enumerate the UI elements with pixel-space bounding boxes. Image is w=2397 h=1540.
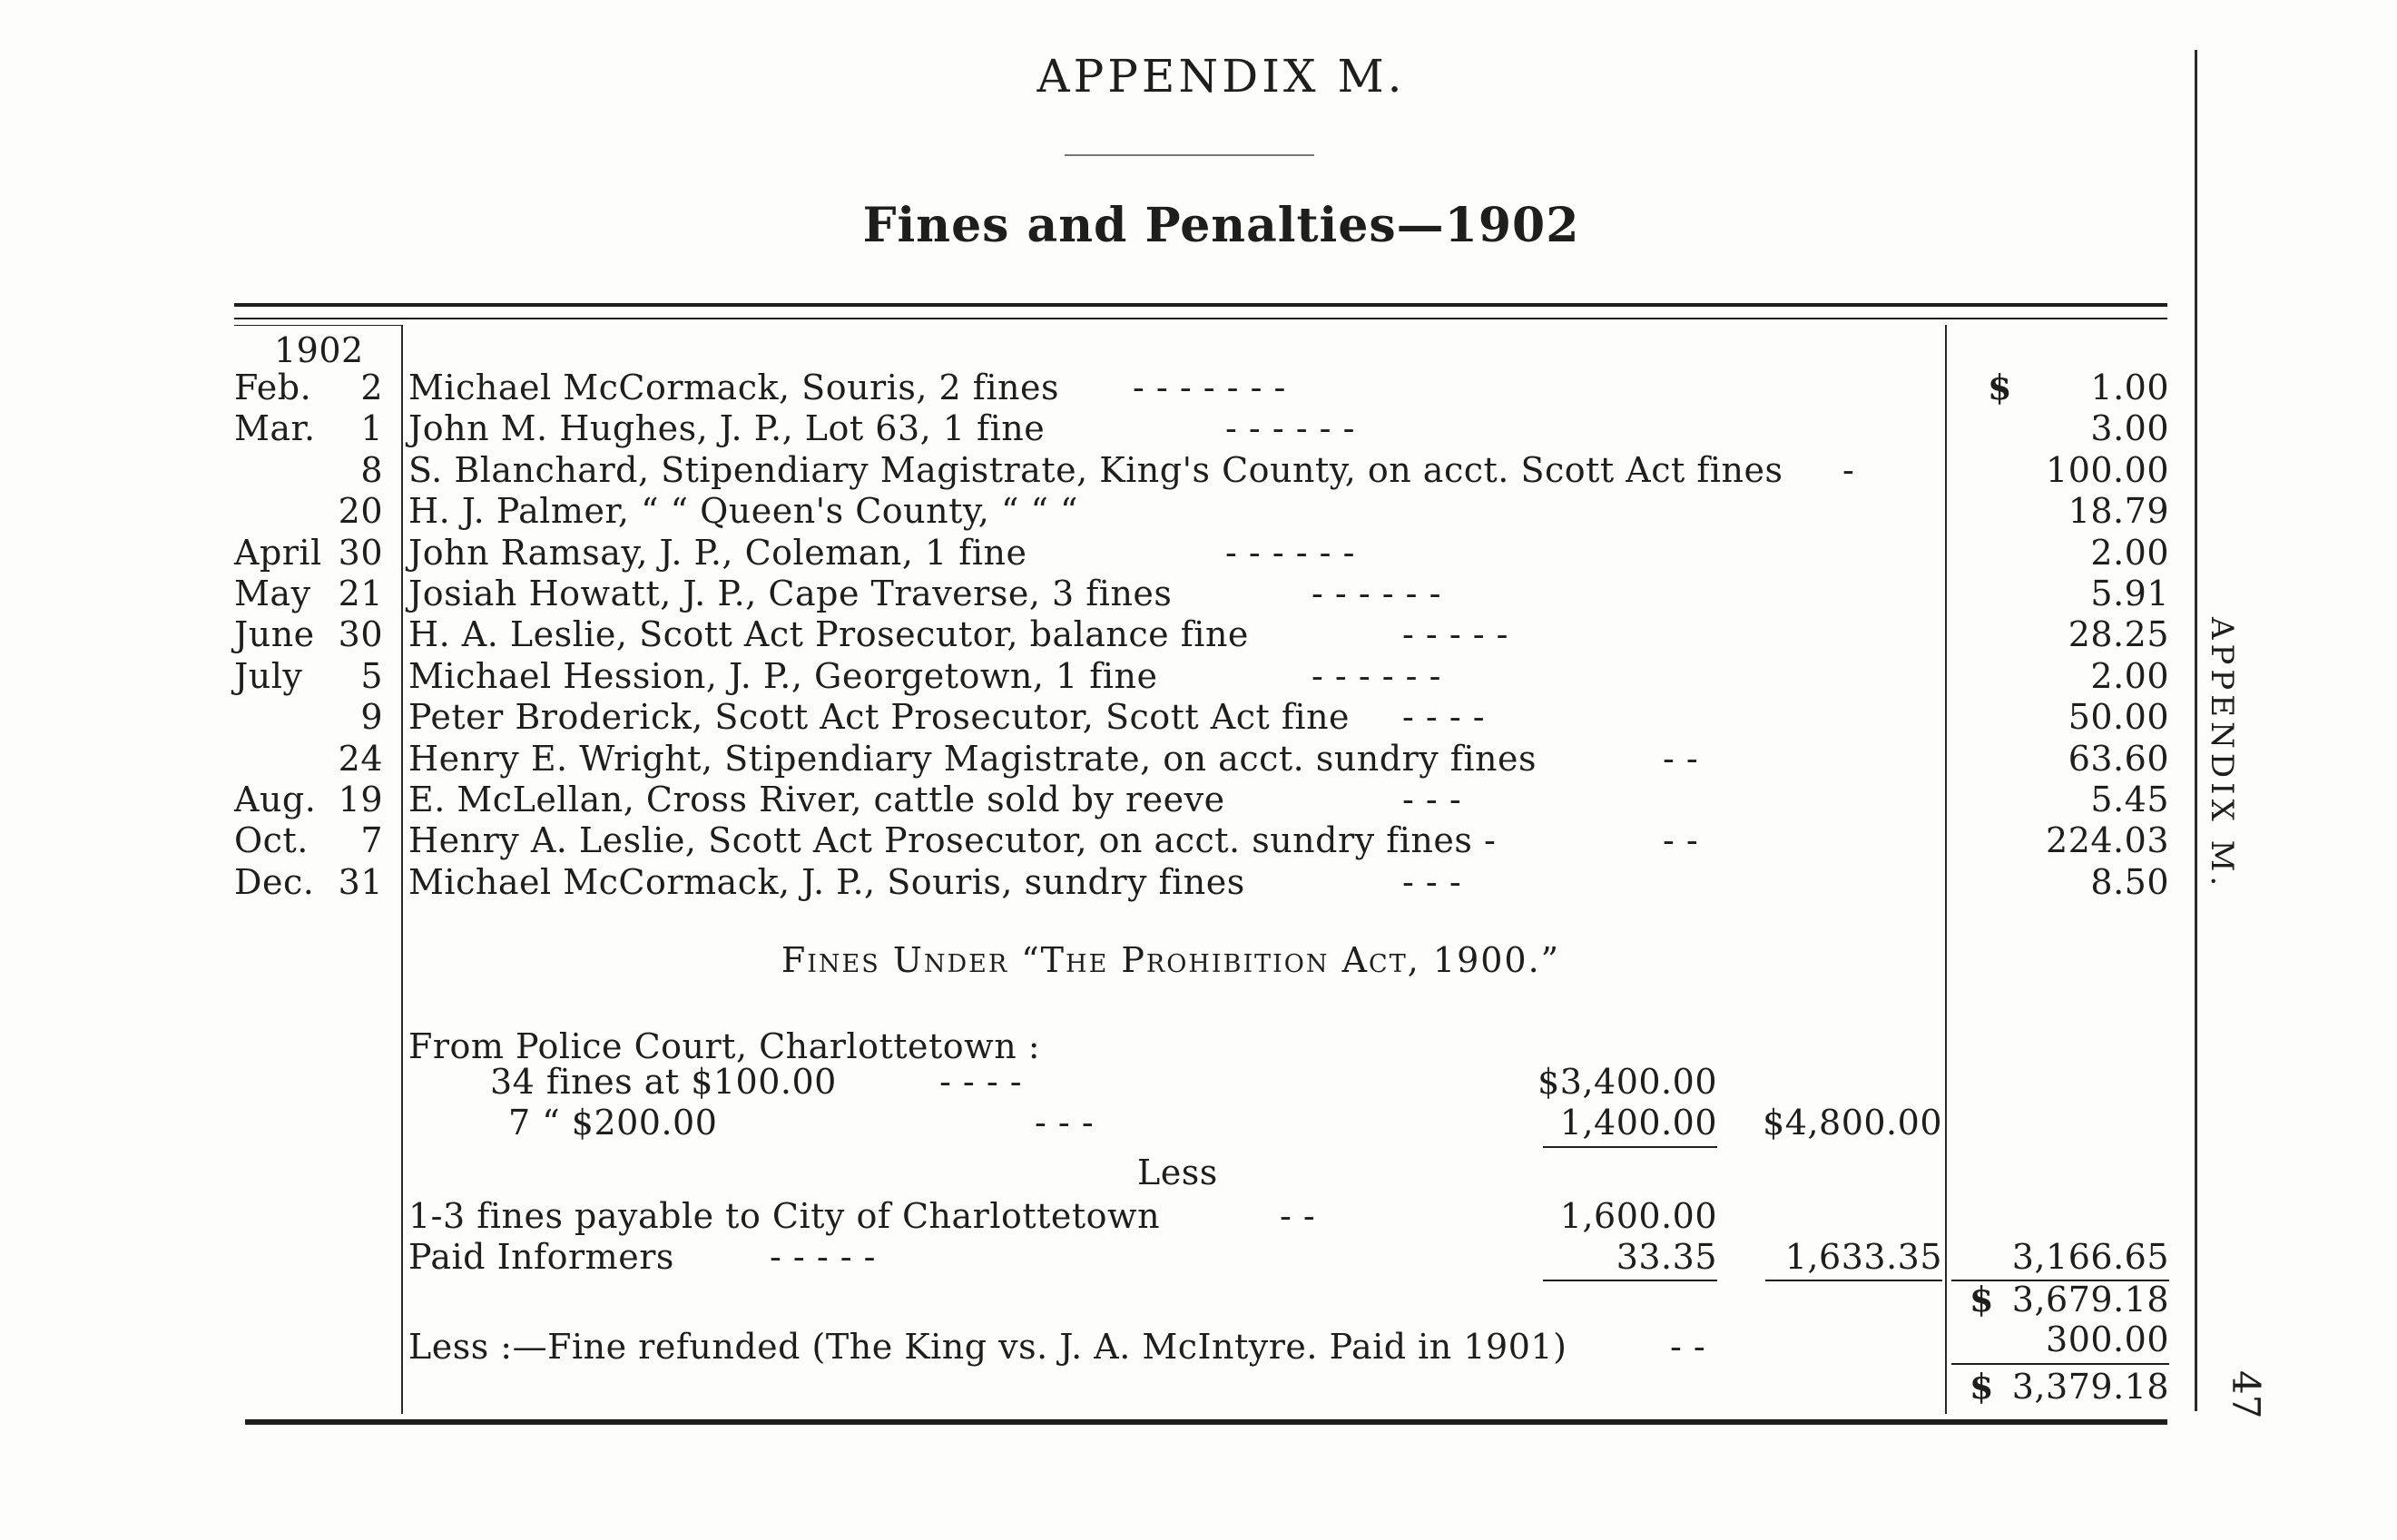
city-share-label: 1-3 fines payable to City of Charlottetown [408, 1196, 1161, 1236]
entry-dashes: - - [1663, 820, 1699, 860]
less-label: Less [1137, 1153, 1218, 1192]
year-label: 1902 [274, 330, 364, 370]
entry-dashes: - - - - - - [1225, 408, 1355, 448]
grand-total-rule [1951, 1363, 2169, 1365]
entry-amount: 18.79 [2068, 491, 2169, 531]
heading-divider [1065, 154, 1314, 156]
entry-month: June [234, 614, 315, 654]
table-bottom-rule [245, 1419, 2167, 1425]
entry-day: 21 [338, 574, 383, 613]
city-share-dashes: - - [1280, 1196, 1316, 1236]
entry-amount: 1.00 [2090, 368, 2169, 407]
entry-amount: 28.25 [2068, 614, 2169, 654]
refund-dashes: - - [1670, 1327, 1706, 1367]
paid-informers-label: Paid Informers [408, 1237, 674, 1277]
entry-day: 2 [360, 368, 383, 407]
entry-description: H. A. Leslie, Scott Act Prosecutor, balance fine [408, 614, 1249, 654]
entry-currency: $ [1988, 367, 2012, 407]
entry-month: Oct. [234, 820, 309, 860]
refund-label: Less :—Fine refunded (The King vs. J. A. McIntyre. Paid in 1901) [408, 1327, 1567, 1367]
year-underline [234, 325, 403, 326]
prohibition-section-heading: Fines Under “The Prohibition Act, 1900.” [781, 940, 1561, 980]
deductions-rule-b [1765, 1280, 1942, 1281]
entry-description: E. McLellan, Cross River, cattle sold by reeve [408, 780, 1225, 819]
entry-month: Feb. [234, 368, 312, 407]
entry-month: July [234, 656, 303, 696]
entry-day: 1 [360, 408, 383, 448]
entry-amount: 5.45 [2090, 780, 2169, 819]
entry-amount: 100.00 [2046, 450, 2169, 490]
right-margin-rule [2195, 50, 2197, 1411]
paid-informers-amount: 33.35 [1616, 1237, 1717, 1277]
grand-total-amount: 3,379.18 [2011, 1367, 2169, 1407]
page-title: Fines and Penalties—1902 [862, 198, 1580, 253]
table-top-rule [234, 303, 2167, 307]
fines-100-label: 34 fines at $100.00 [490, 1062, 837, 1102]
entry-amount: 2.00 [2090, 533, 2169, 573]
entry-month: Mar. [234, 408, 316, 448]
entry-dashes: - - - - - - [1311, 574, 1441, 613]
entry-dashes: - - - - - - [1225, 533, 1355, 573]
entry-amount: 2.00 [2090, 656, 2169, 696]
entry-description: Henry A. Leslie, Scott Act Prosecutor, on acct. sundry fines - [408, 820, 1497, 860]
entry-description: John M. Hughes, J. P., Lot 63, 1 fine [408, 408, 1046, 448]
paid-informers-dashes: - - - - - [770, 1237, 877, 1277]
entry-day: 8 [360, 450, 383, 490]
subtotal-currency: $ [1970, 1279, 1994, 1319]
entry-dashes: - - - - - [1402, 614, 1509, 654]
entry-dashes: - - - - [1402, 697, 1486, 737]
page-number: 47 [2224, 1370, 2268, 1419]
entry-amount: 5.91 [2090, 574, 2169, 613]
date-column-rule [401, 325, 403, 1414]
city-share-amount: 1,600.00 [1559, 1196, 1717, 1236]
entry-month: Aug. [234, 780, 317, 819]
entry-month: Dec. [234, 862, 315, 902]
fines-100-amount: $3,400.00 [1537, 1062, 1717, 1102]
entry-dashes: - - - [1402, 862, 1462, 902]
amount-column-rule [1945, 325, 1947, 1414]
fines-200-label: 7 “ $200.00 [508, 1103, 718, 1143]
entry-description: H. J. Palmer, “ “ Queen's County, “ “ “ [408, 491, 1078, 531]
police-court-label: From Police Court, Charlottetown : [408, 1026, 1041, 1066]
entry-description: Peter Broderick, Scott Act Prosecutor, Scott Act fine [408, 697, 1351, 737]
subtotal-amount: 3,679.18 [2011, 1280, 2169, 1319]
appendix-heading: APPENDIX M. [1036, 50, 1406, 103]
entry-day: 30 [338, 614, 383, 654]
entry-day: 19 [338, 780, 383, 819]
entry-description: Michael McCormack, Souris, 2 fines [408, 368, 1059, 407]
entry-day: 9 [360, 697, 383, 737]
entry-description: Josiah Howatt, J. P., Cape Traverse, 3 fines [408, 574, 1173, 613]
entry-description: Michael McCormack, J. P., Souris, sundry fines [408, 862, 1245, 902]
entry-amount: 63.60 [2068, 739, 2169, 779]
entry-amount: 50.00 [2068, 697, 2169, 737]
prohibition-net-amount: 3,166.65 [2011, 1237, 2169, 1277]
table-top-rule-thin [234, 318, 2167, 319]
entry-amount: 224.03 [2046, 820, 2169, 860]
deductions-total: 1,633.35 [1784, 1237, 1942, 1277]
entry-dashes: - - [1663, 739, 1699, 779]
entry-day: 30 [338, 533, 383, 573]
fines-100-dashes: - - - - [939, 1062, 1023, 1102]
entry-month: May [234, 574, 311, 613]
entry-dashes: - - - - - - [1311, 656, 1441, 696]
entry-description: John Ramsay, J. P., Coleman, 1 fine [408, 533, 1027, 573]
police-court-subtotal-rule [1543, 1146, 1717, 1148]
fines-200-dashes: - - - [1035, 1103, 1095, 1143]
entry-day: 20 [338, 491, 383, 531]
fines-200-amount: 1,400.00 [1559, 1103, 1717, 1143]
entry-day: 7 [360, 820, 383, 860]
police-court-total: $4,800.00 [1763, 1103, 1942, 1143]
entry-description: Henry E. Wright, Stipendiary Magistrate, on acct. sundry fines [408, 739, 1537, 779]
entry-amount: 8.50 [2090, 862, 2169, 902]
entry-day: 5 [360, 656, 383, 696]
entry-month: April [234, 533, 322, 573]
refund-amount: 300.00 [2046, 1319, 2169, 1359]
entry-dashes: - - - - - - - [1133, 368, 1286, 407]
entry-description: Michael Hession, J. P., Georgetown, 1 fine [408, 656, 1158, 696]
entry-dashes: - [1842, 450, 1855, 490]
entry-dashes: - - - [1402, 780, 1462, 819]
deductions-rule-a [1543, 1280, 1717, 1281]
entry-description: S. Blanchard, Stipendiary Magistrate, King's County, on acct. Scott Act fines [408, 450, 1783, 490]
entry-amount: 3.00 [2090, 408, 2169, 448]
entry-day: 31 [338, 862, 383, 902]
entry-day: 24 [338, 739, 383, 779]
grand-total-currency: $ [1970, 1366, 1994, 1407]
side-label: APPENDIX M. [2204, 617, 2240, 891]
